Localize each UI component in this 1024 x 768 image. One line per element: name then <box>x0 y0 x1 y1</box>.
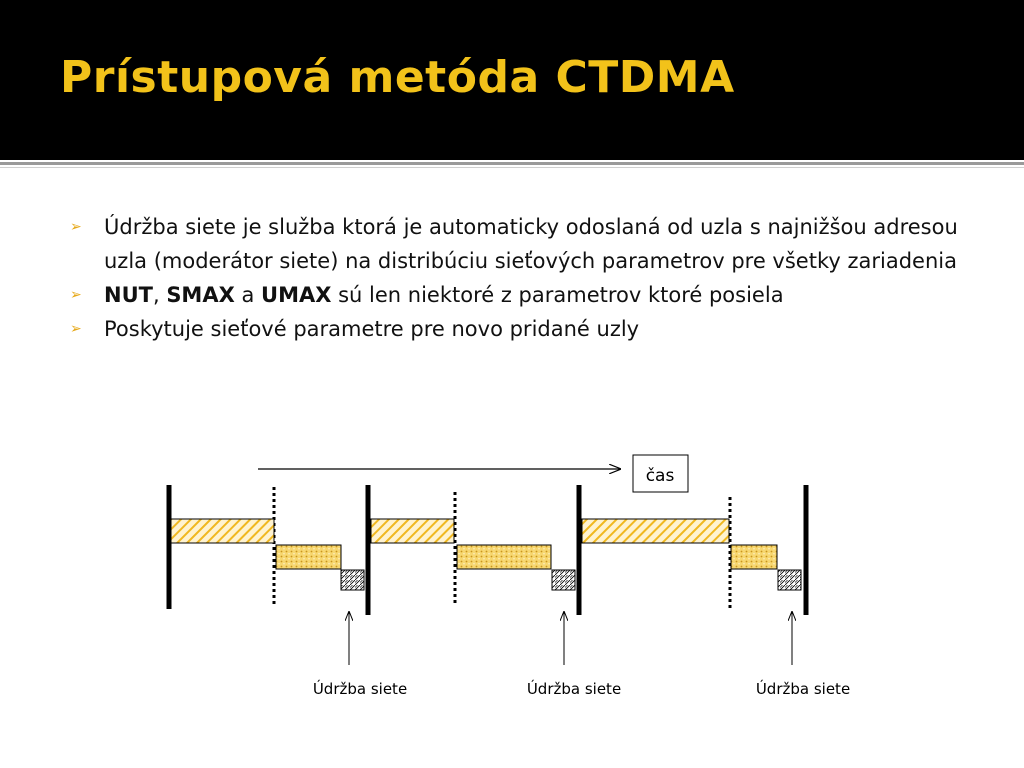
param-umax: UMAX <box>261 283 332 307</box>
param-nut: NUT <box>104 283 153 307</box>
bullet-item <box>68 210 968 278</box>
ctdma-timing-diagram <box>150 440 870 710</box>
bullet-text: Údržba siete je služba ktorá je automaticky odoslaná od uzla s najnižšou adresou uzla (moderátor siete) na distribúciu sieťových parametrov pre všetky zariadenia <box>104 215 958 273</box>
bullet-item <box>68 278 968 312</box>
maintenance-label: Údržba siete <box>755 680 851 698</box>
unscheduled-block <box>457 545 551 569</box>
bullet-list <box>68 210 968 346</box>
bullet-item <box>68 312 968 346</box>
unscheduled-block <box>276 545 341 569</box>
maintenance-block <box>341 570 364 590</box>
maintenance-block <box>778 570 801 590</box>
bullet-arrow-icon: ➢ <box>70 287 82 303</box>
bullet-arrow-icon: ➢ <box>70 321 82 337</box>
bullet-text: sú len niektoré z parametrov ktoré posiela <box>331 283 784 307</box>
bullet-arrow-icon: ➢ <box>70 219 82 235</box>
scheduled-block <box>582 519 729 543</box>
slide-title: Prístupová metóda CTDMA <box>60 52 735 103</box>
bullet-text: Poskytuje sieťové parametre pre novo pridané uzly <box>104 317 640 341</box>
separator: a <box>234 283 262 307</box>
divider-line <box>0 162 1024 165</box>
maintenance-block <box>552 570 575 590</box>
unscheduled-block <box>731 545 777 569</box>
divider-line-thin <box>0 167 1024 168</box>
title-bar <box>0 0 1024 160</box>
time-label: čas <box>645 466 675 486</box>
maintenance-label: Údržba siete <box>526 680 622 698</box>
scheduled-block <box>171 519 274 543</box>
scheduled-block <box>371 519 454 543</box>
separator: , <box>152 283 167 307</box>
param-smax: SMAX <box>166 283 235 307</box>
maintenance-label: Údržba siete <box>312 680 408 698</box>
